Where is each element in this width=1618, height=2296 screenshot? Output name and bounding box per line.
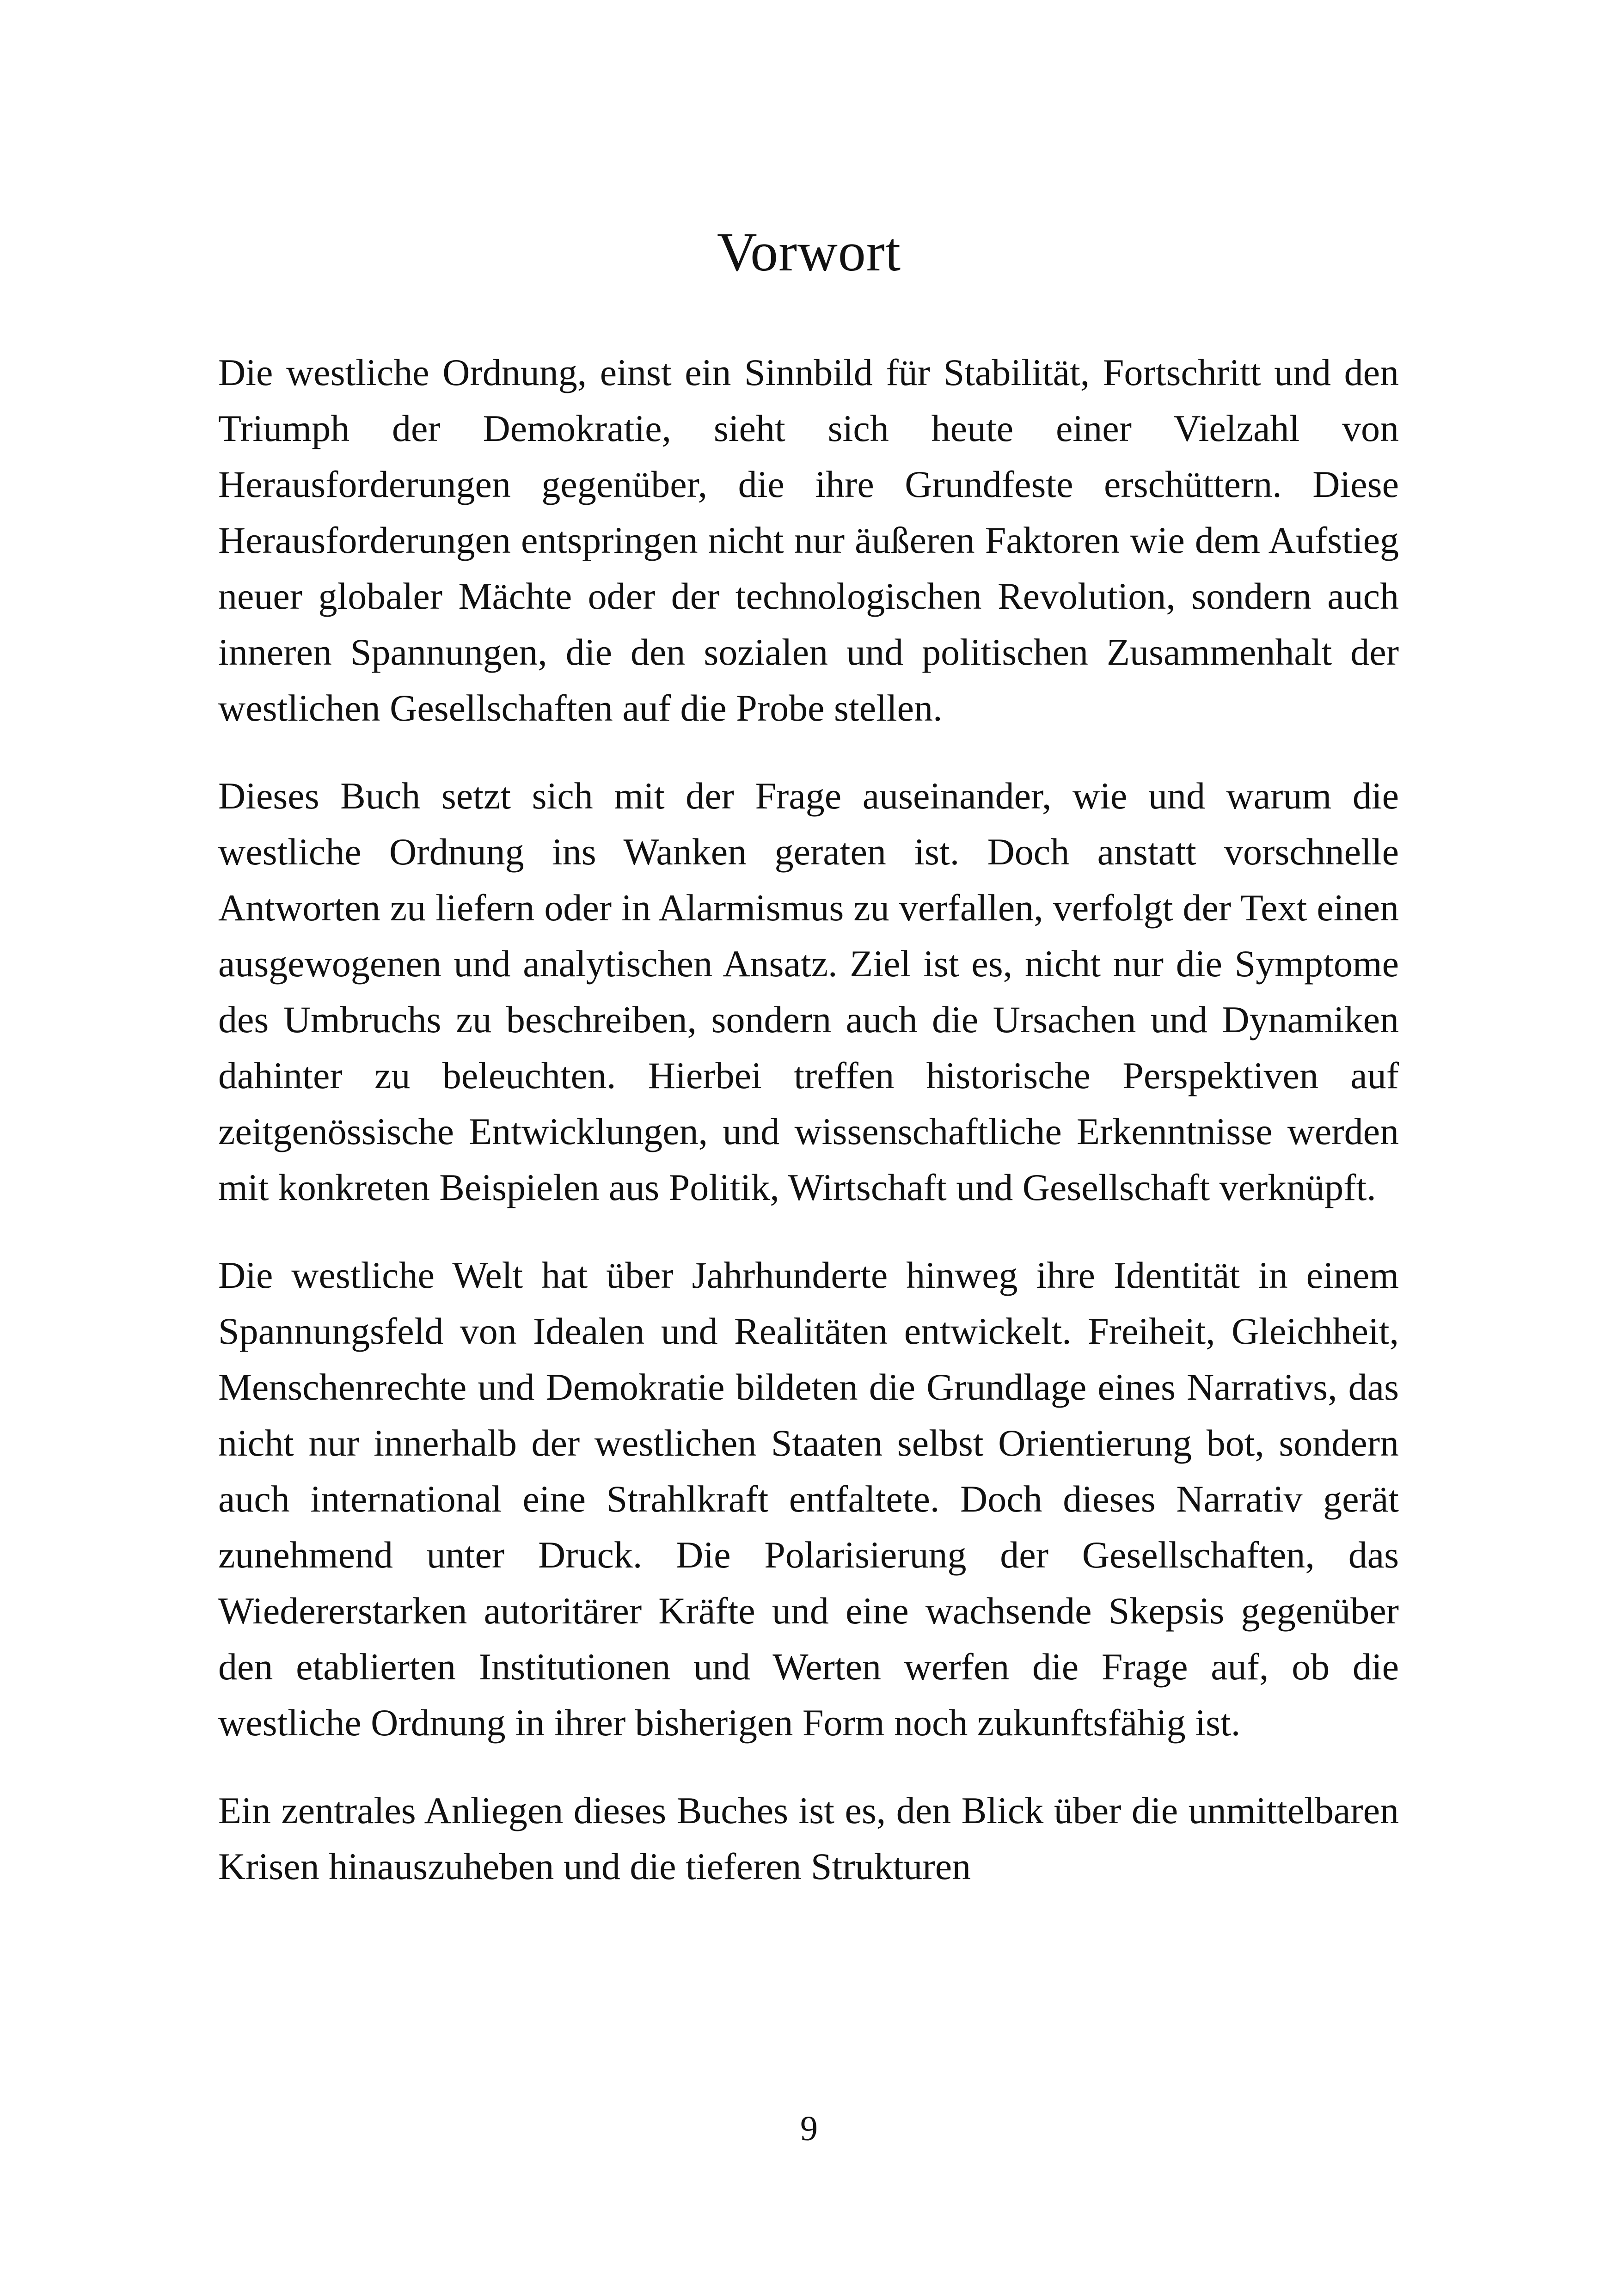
paragraph-4: Ein zentrales Anliegen dieses Buches ist es, den Blick über die unmittelbaren Krisen hinauszuheben und die tieferen Strukturen bbox=[218, 1789, 1399, 1887]
paragraph-3: Die westliche Welt hat über Jahrhunderte hinweg ihre Identität in einem Spannungsfeld von Idealen und Realitäten entwickelt. Freiheit, Gleichheit, Menschenrechte und Demokratie bildeten die Grundlage eines Narrativs, das nicht nur innerhalb der westlichen Staaten selbst Orientierung bot, sondern auch international eine Strahlkraft entfaltete. Doch dieses Narrativ gerät zunehmend unter Druck. Die Polarisierung der Gesellschaften, das Wiedererstarken autoritärer Kräfte und eine wachsende Skepsis gegenüber den etablierten Institutionen und Werten werfen die Frage auf, ob die westliche Ordnung in ihrer bisherigen Form noch zukunftsfähig ist. bbox=[218, 1254, 1399, 1744]
paragraph-2: Dieses Buch setzt sich mit der Frage auseinander, wie und warum die westliche Ordnung ins Wanken geraten ist. Doch anstatt vorschnelle Antworten zu liefern oder in Alarmismus zu verfallen, verfolgt der Text einen ausgewogenen und analytischen Ansatz. Ziel ist es, nicht nur die Symptome des Umbruchs zu beschreiben, sondern auch die Ursachen und Dynamiken dahinter zu beleuchten. Hierbei treffen historische Perspektiven auf zeitgenössische Entwicklungen, und wissenschaftliche Erkenntnisse werden mit konkreten Beispielen aus Politik, Wirtschaft und Gesellschaft verknüpft. bbox=[218, 775, 1399, 1208]
paragraph-1: Die westliche Ordnung, einst ein Sinnbild für Stabilität, Fortschritt und den Triumph der Demokratie, sieht sich heute einer Vielzahl von Herausforderungen gegenüber, die ihre Grundfeste erschüttern. Diese Herausforderungen entspringen nicht nur äußeren Faktoren wie dem Aufstieg neuer globaler Mächte oder der technologischen Revolution, sondern auch inneren Spannungen, die den sozialen und politischen Zusammenhalt der westlichen Gesellschaften auf die Probe stellen. bbox=[218, 351, 1399, 729]
body-text bbox=[218, 344, 1399, 1926]
chapter-title: Vorwort bbox=[717, 221, 901, 282]
page-number: 9 bbox=[800, 2109, 818, 2148]
